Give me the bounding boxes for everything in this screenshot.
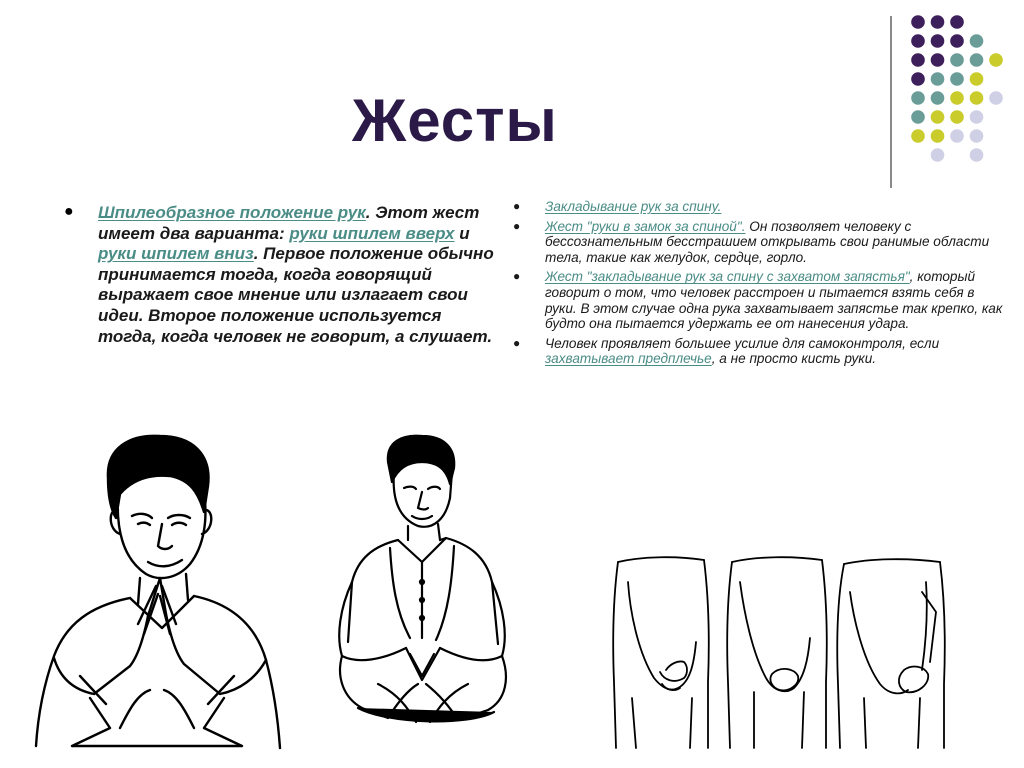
decorative-dot [950,15,964,29]
link-wrist-grip[interactable]: Жест "закладывание рук за спину с захватом запястья" [545,269,910,285]
bullet-icon: ● [513,335,521,350]
decorative-dot [970,91,984,105]
bullet-icon: ● [513,218,521,233]
decorative-dot [970,148,984,162]
decorative-dot [970,53,984,67]
link-spire-down[interactable]: руки шпилем вниз [98,244,254,264]
page-title: Жесты [352,87,558,154]
link-spire-up[interactable]: руки шпилем вверх [289,223,455,243]
decorative-dot [989,53,1003,67]
decorative-dot [970,34,984,48]
decorative-dot [950,53,964,67]
decorative-dot [911,53,925,67]
link-hands-behind-back[interactable]: Закладывание рук за спину. [545,199,722,214]
decorative-dot [931,53,945,67]
text-fragment: и [454,223,470,243]
list-item [513,336,1003,367]
left-bullet-text [98,203,494,347]
text-fragment: , а не просто кисть руки. [711,351,877,367]
link-spire-hands[interactable]: Шпилеобразное положение рук [98,203,366,222]
decorative-dot [911,110,925,124]
decorative-dot [950,110,964,124]
decorative-dot [931,129,945,143]
decorative-dot [911,72,925,86]
decorative-dot-grid [0,0,1024,170]
decorative-dot [950,72,964,86]
decorative-dot [911,129,925,143]
list-item [513,269,1003,331]
decorative-dot [931,15,945,29]
link-hands-locked-behind[interactable]: Жест "руки в замок за спиной". [545,218,746,234]
illustration-hands-behind-back [604,552,954,752]
decorative-dot [931,72,945,86]
decorative-dot [911,91,925,105]
text-fragment: . Этот жест имеет два варианта: [98,203,480,243]
decorative-dot [931,148,945,162]
decorative-dot [931,91,945,105]
text-fragment: Человек проявляет большее усилие для самоконтроля, если [545,335,940,351]
decorative-dot [911,15,925,29]
decorative-dot [950,34,964,48]
link-forearm-grip[interactable]: захватывает предплечье [545,351,712,367]
text-fragment: . Первое положение обычно принимается тогда, когда говорящий выражает свое мнение или излагает свои идеи. Второе положение используется тогда, когда человек не говорит, а слушает. [98,244,494,346]
text-fragment: Он позволяет человеку с бессознательным бесстрашием открывать свои ранимые области тела, такие как желудок, сердце, горло. [545,218,990,265]
decorative-dot [931,110,945,124]
decorative-dot [911,34,925,48]
text-fragment: , который говорит о том, что человек расстроен и пытается взять себя в руки. В этом случае одна рука захватывает запястье так крепко, как будто она пытается удержать ее от нанесения удара. [545,269,1003,332]
decorative-dot [970,110,984,124]
list-item [513,199,1003,215]
bullet-icon: ● [513,269,521,284]
bullet-icon: ● [64,203,74,220]
bullet-icon: ● [513,199,521,213]
decorative-dot [970,72,984,86]
decorative-dot [950,91,964,105]
illustration-spire-up [20,428,290,758]
decorative-dot [950,129,964,143]
decorative-dot [989,91,1003,105]
decorative-dot [931,34,945,48]
right-bullet-list [513,199,1003,371]
illustration-spire-down [318,432,548,732]
list-item [513,219,1003,266]
left-bullet-block [64,203,494,347]
decorative-dot [970,129,984,143]
